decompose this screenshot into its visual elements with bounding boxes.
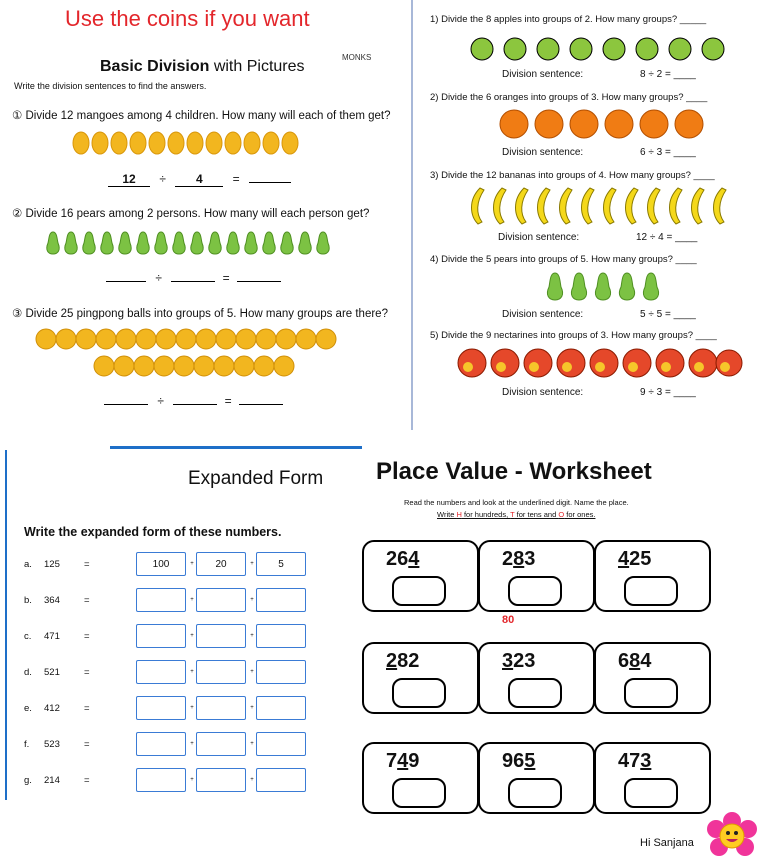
answer-box[interactable] [196, 768, 246, 792]
place-value-instruction: Read the numbers and look at the underlined digit. Name the place. [404, 498, 629, 507]
division-instruction: Write the division sentences to find the answers. [14, 81, 207, 91]
answer-line-1: 12 ÷ 4 = [108, 172, 291, 187]
answer-box[interactable] [196, 732, 246, 756]
blank[interactable] [104, 404, 148, 405]
ds-sentence-2: 6 ÷ 3 = ____ [640, 147, 696, 158]
question-2: ② Divide 16 pears among 2 persons. How many will each person get? [12, 208, 370, 220]
ds-sentence-4: 5 ÷ 5 = ____ [640, 309, 696, 320]
answer-line-3: ÷ = [104, 394, 283, 408]
right-question-5: 5) Divide the 9 nectarines into groups of 3. How many groups? ____ [430, 330, 717, 341]
ds-label-3: Division sentence: [498, 232, 580, 243]
ds-label-2: Division sentence: [502, 147, 584, 158]
blank[interactable] [171, 281, 215, 282]
expanded-title: Expanded Form [188, 468, 324, 489]
expanded-row: g. 214 = + + [24, 768, 308, 792]
apple-row [468, 34, 732, 62]
ds-label-1: Division sentence: [502, 69, 584, 80]
answer-slot[interactable] [624, 678, 678, 708]
answer-slot[interactable] [392, 576, 446, 606]
right-question-4: 4) Divide the 5 pears into groups of 5. How many groups? ____ [430, 254, 697, 265]
divider-horizontal [110, 446, 362, 449]
right-question-3: 3) Divide the 12 bananas into groups of 4. How many groups? ____ [430, 170, 715, 181]
answer-box[interactable]: 100 [136, 552, 186, 576]
expanded-row: c. 471 = + + [24, 624, 308, 648]
answer-slot[interactable] [508, 576, 562, 606]
place-value-card: 473 [594, 742, 711, 814]
expanded-row: b. 364 = + + [24, 588, 308, 612]
mango-row [72, 130, 304, 156]
expanded-subtitle: Write the expanded form of these numbers. [24, 525, 282, 539]
blank[interactable] [173, 404, 217, 405]
blank-answer[interactable] [249, 182, 291, 183]
place-value-card: 749 [362, 742, 479, 814]
answer-line-2: ÷ = [106, 271, 281, 285]
place-value-card: 264 [362, 540, 479, 612]
expanded-row: e. 412 = + + [24, 696, 308, 720]
division-title: Basic Division with Pictures [100, 58, 305, 75]
ds-label-5: Division sentence: [502, 387, 584, 398]
right-question-1: 1) Divide the 8 apples into groups of 2. How many groups? _____ [430, 14, 707, 25]
answer-box[interactable] [256, 660, 306, 684]
ds-sentence-5: 9 ÷ 3 = ____ [640, 387, 696, 398]
answer-slot[interactable] [624, 778, 678, 808]
expanded-row: a. 125 = 100 + 20 + 5 [24, 552, 308, 576]
place-value-card: 684 [594, 642, 711, 714]
place-value-card: 965 [478, 742, 595, 814]
ds-label-4: Division sentence: [502, 309, 584, 320]
answer-box[interactable] [136, 768, 186, 792]
blank[interactable] [106, 281, 146, 282]
answer-box[interactable] [136, 588, 186, 612]
answer-slot[interactable] [508, 678, 562, 708]
pingpong-balls [34, 326, 354, 382]
answer-box[interactable] [196, 588, 246, 612]
answer-box[interactable] [196, 660, 246, 684]
answer-box[interactable] [256, 588, 306, 612]
divider-left [5, 450, 7, 800]
answer-box[interactable] [136, 732, 186, 756]
place-value-instruction-2: Write H for hundreds, T for tens and O for ones. [437, 510, 596, 519]
place-value-card: 323 [478, 642, 595, 714]
ds-sentence-1: 8 ÷ 2 = ____ [640, 69, 696, 80]
answer-box[interactable] [136, 696, 186, 720]
answer-box[interactable]: 20 [196, 552, 246, 576]
greeting: Hi Sanjana [640, 837, 694, 849]
expanded-row: d. 521 = + + [24, 660, 308, 684]
nectarine-row [456, 346, 746, 380]
blank-divisor[interactable]: 4 [175, 172, 223, 187]
answer-box[interactable] [256, 768, 306, 792]
question-3: ③ Divide 25 pingpong balls into groups of 5. How many groups are there? [12, 308, 388, 320]
ds-sentence-3: 12 ÷ 4 = ____ [636, 232, 698, 243]
right-pear-row [544, 270, 662, 302]
place-value-card: 425 [594, 540, 711, 612]
answer-slot[interactable] [392, 778, 446, 808]
brand-logo: MONKS [342, 53, 372, 62]
answer-slot[interactable] [392, 678, 446, 708]
answer-box[interactable] [136, 660, 186, 684]
blank[interactable] [237, 281, 281, 282]
place-value-card: 282 [362, 642, 479, 714]
answer-box[interactable] [136, 624, 186, 648]
handwritten-note: 80 [502, 614, 515, 626]
coins-note: Use the coins if you want [65, 6, 310, 31]
answer-box[interactable] [256, 696, 306, 720]
place-value-card: 283 [478, 540, 595, 612]
orange-row [498, 108, 708, 140]
blank[interactable] [239, 404, 283, 405]
banana-row [466, 186, 736, 226]
answer-box[interactable]: 5 [256, 552, 306, 576]
right-question-2: 2) Divide the 6 oranges into groups of 3. How many groups? ____ [430, 92, 708, 103]
answer-slot[interactable] [624, 576, 678, 606]
flower-mascot-icon [704, 812, 760, 862]
answer-box[interactable] [196, 696, 246, 720]
answer-slot[interactable] [508, 778, 562, 808]
place-value-title: Place Value - Worksheet [376, 458, 652, 485]
divider-vertical [411, 0, 413, 430]
blank-dividend[interactable]: 12 [108, 172, 150, 187]
answer-box[interactable] [196, 624, 246, 648]
answer-box[interactable] [256, 732, 306, 756]
expanded-row: f. 523 = + + [24, 732, 308, 756]
question-1: ① Divide 12 mangoes among 4 children. How many will each of them get? [12, 110, 391, 122]
pear-row [44, 228, 330, 256]
answer-box[interactable] [256, 624, 306, 648]
